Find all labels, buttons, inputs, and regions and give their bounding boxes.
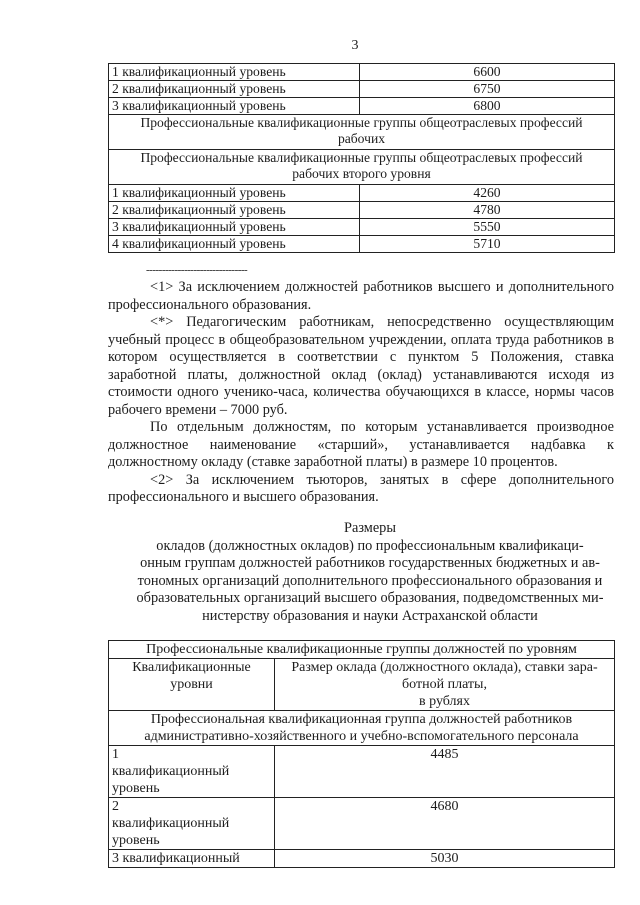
level-cell: 1 квалификационный уровень	[109, 185, 360, 202]
level-cell: 3 квалификационный уровень	[109, 219, 360, 236]
table-header-row	[109, 659, 615, 711]
column-header-salary	[275, 659, 615, 711]
salary-cell: 5030	[275, 850, 615, 868]
level-cell: 3 квалификационный уровень	[109, 98, 360, 115]
table-group-row	[109, 150, 615, 185]
footnote-separator: --------------------------------	[146, 264, 248, 276]
column-header-levels: Квалификационные уровни	[109, 659, 275, 711]
table-row	[109, 798, 615, 850]
group-heading: Профессиональные квалификационные группы общеотраслевых профессий рабочих второго уровня	[109, 150, 615, 185]
table-row	[109, 185, 615, 202]
table-row	[109, 746, 615, 798]
title-line: окладов (должностных окладов) по профессиональным квалификаци-	[156, 537, 584, 554]
level-cell: 1 квалификационный уровень	[109, 746, 275, 798]
table-top-header: Профессиональные квалификационные группы должностей по уровням	[109, 641, 615, 659]
group-heading: Профессиональные квалификационные группы общеотраслевых профессий рабочих	[109, 115, 615, 150]
salary-cell: 6800	[360, 98, 615, 115]
section-title	[100, 520, 640, 625]
table-row	[109, 64, 615, 81]
level-cell: 2 квалификационный уровень	[109, 202, 360, 219]
title-line: тономных организаций дополнительного профессионального образования и	[137, 572, 603, 589]
level-cell: 4 квалификационный уровень	[109, 236, 360, 253]
title-heading: Размеры	[344, 520, 396, 536]
table-row	[109, 202, 615, 219]
table-row	[109, 219, 615, 236]
level-cell: 1 квалификационный уровень	[109, 64, 360, 81]
table-row	[109, 81, 615, 98]
level-cell: 2 квалификационный уровень	[109, 798, 275, 850]
table-row	[109, 850, 615, 868]
group-heading: Профессиональная квалификационная группа должностей работников административно-хозяйственного и учебно-вспомогательного персонала	[109, 711, 615, 746]
table-row	[109, 236, 615, 253]
title-line: образовательных организаций высшего образования, подведомственных ми-	[136, 590, 604, 606]
title-line: онным группам должностей работников государственных бюджетных и ав-	[140, 555, 600, 571]
salary-cell: 4260	[360, 185, 615, 202]
footnote-2: <2> За исключением тьюторов, занятых в сфере дополнительного профессионального и высшего образования.	[108, 471, 614, 505]
footnotes	[108, 279, 614, 507]
salary-cell: 4680	[275, 798, 615, 850]
footnote-1: <1> За исключением должностей работников высшего и дополнительного профессионального образования.	[108, 279, 614, 313]
table-row	[109, 98, 615, 115]
header-line: в рублях	[419, 694, 470, 709]
salary-cell: 4485	[275, 746, 615, 798]
level-cell: 2 квалификационный уровень	[109, 81, 360, 98]
note-senior: По отдельным должностям, по которым устанавливается производное должностное наименование «старший», устанавливается надбавка к должностному окладу (ставке заработной платы) в размере 10 процентов.	[108, 419, 614, 470]
title-line: нистерству образования и науки Астраханской области	[202, 607, 538, 624]
header-line: Размер оклада (должностного оклада), ставки зара-	[291, 660, 598, 675]
table-group-row	[109, 115, 615, 150]
salary-cell: 6750	[360, 81, 615, 98]
salary-table-workers	[108, 63, 615, 253]
salary-cell: 6600	[360, 64, 615, 81]
salary-table-staff	[108, 640, 615, 868]
salary-cell: 5710	[360, 236, 615, 253]
page-number: 3	[351, 38, 359, 53]
salary-cell: 5550	[360, 219, 615, 236]
header-line: ботной платы,	[402, 677, 487, 692]
salary-cell: 4780	[360, 202, 615, 219]
level-cell: 3 квалификационный	[109, 850, 275, 868]
table-group-row	[109, 711, 615, 746]
table-header-row	[109, 641, 615, 659]
footnote-star: <*> Педагогическим работникам, непосредственно осуществляющим учебный процесс в общеобразовательном учреждении, оплата труда работников в котором осуществляется в соответствии с пунктом 5 Положения, ставка заработной платы, должностной оклад (оклад) устанавливаются исходя из стоимости одного ученико-часа, количества обучающихся в классе, нормы часов рабочего времени – 7000 руб.	[108, 314, 614, 418]
